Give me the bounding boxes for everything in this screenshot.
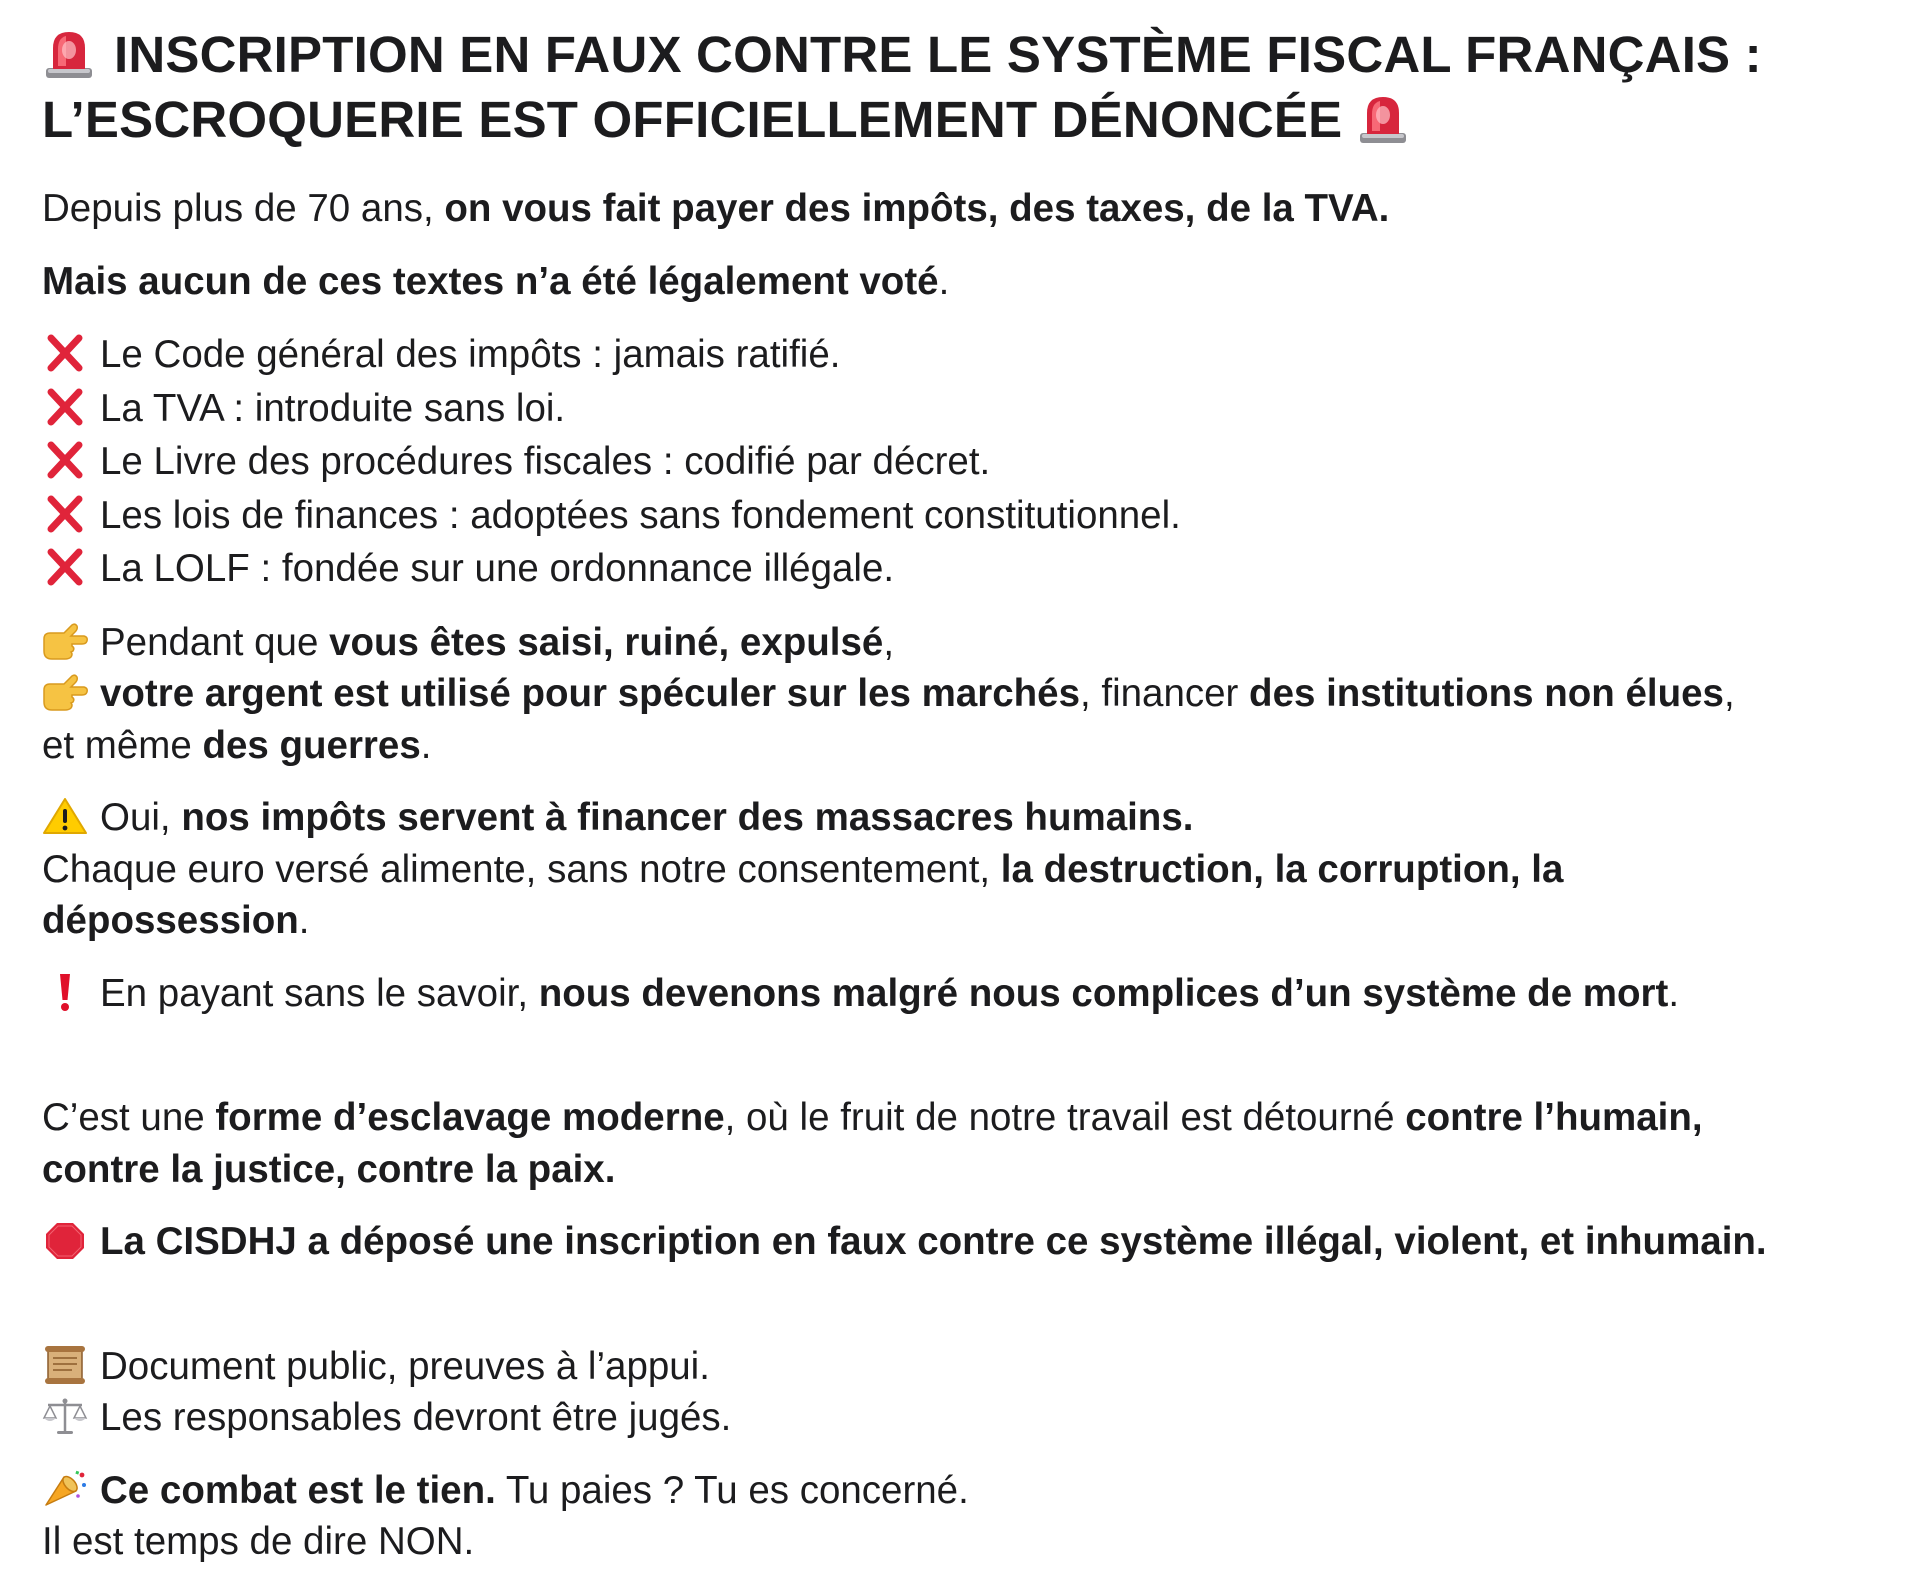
title-text-line-2: L’ESCROQUERIE EST OFFICIELLEMENT DÉNONCÉE <box>42 91 1343 148</box>
warning-text: Chaque euro versé alimente, sans notre consentement, <box>42 847 1001 891</box>
intro-paragraph-1 <box>42 183 1892 235</box>
scales-line <box>42 1392 1892 1444</box>
slavery-bold-text: forme d’esclavage moderne <box>215 1096 725 1139</box>
stop-line <box>42 1216 1892 1268</box>
cross-mark-icon <box>42 440 88 480</box>
slavery-text: C’est une <box>42 1096 216 1139</box>
stop-bold-text: La CISDHJ a déposé une inscription en faux contre ce système illégal, violent, et inhumain. <box>100 1220 1767 1263</box>
cross-mark-icon <box>42 333 88 373</box>
pointing-line-1 <box>42 617 1892 669</box>
slavery-line-2 <box>42 1144 1892 1196</box>
balance-scale-icon <box>42 1396 88 1436</box>
pointing-bold-text: vous êtes saisi, ruiné, expulsé <box>329 620 884 664</box>
scroll-text: Document public, preuves à l’appui. <box>100 1344 710 1388</box>
intro-bold-text: Mais aucun de ces textes n’a été légalement voté <box>42 259 939 303</box>
pointing-text: , <box>883 620 895 664</box>
pointing-text: . <box>420 723 432 767</box>
call-bold-text: Ce combat est le tien. <box>100 1468 496 1512</box>
warning-line-2 <box>42 844 1892 896</box>
intro-paragraph-2 <box>42 256 1892 308</box>
pointing-bold-text: des guerres <box>202 723 421 767</box>
slavery-bold-text: contre l’humain, <box>1405 1096 1703 1139</box>
list-item-text: Le Code général des impôts : jamais ratifié. <box>100 333 841 376</box>
pointing-bold-text: votre argent est utilisé pour spéculer sur les marchés <box>100 672 1080 715</box>
warning-bold-text: la destruction, la corruption, la <box>1000 847 1564 891</box>
final-line <box>42 1516 1892 1568</box>
cross-mark-icon <box>42 494 88 534</box>
list-item-text: La LOLF : fondée sur une ordonnance illégale. <box>100 547 895 590</box>
pointing-text: Pendant que <box>100 620 330 664</box>
warning-icon <box>42 796 88 836</box>
intro-bold-text: on vous fait payer des impôts, des taxes, de la TVA. <box>444 187 1390 230</box>
post-content <box>42 22 1892 1568</box>
intro-text: Depuis plus de 70 ans, <box>42 187 445 230</box>
list-item <box>42 542 1892 596</box>
pointing-line-2 <box>42 668 1892 720</box>
scroll-line <box>42 1341 1892 1393</box>
pointing-right-icon <box>42 672 88 712</box>
warning-line-1 <box>42 792 1892 844</box>
pointing-text: , financer <box>1079 672 1250 715</box>
call-text: Tu paies ? Tu es concerné. <box>495 1468 969 1512</box>
list-item <box>42 435 1892 489</box>
list-item-text: La TVA : introduite sans loi. <box>100 386 566 430</box>
list-item-text: Le Livre des procédures fiscales : codifié par décret. <box>100 440 991 483</box>
warning-text: Oui, <box>100 796 182 839</box>
pointing-line-3 <box>42 720 1892 772</box>
exclamation-text: En payant sans le savoir, <box>100 971 539 1015</box>
warning-line-3 <box>42 895 1892 947</box>
exclamation-icon <box>42 972 88 1012</box>
stop-sign-icon <box>42 1220 88 1260</box>
exclamation-text: . <box>1668 971 1680 1015</box>
slavery-bold-text: contre la justice, contre la paix. <box>42 1147 616 1191</box>
scales-text: Les responsables devront être jugés. <box>100 1396 732 1439</box>
title-line-2 <box>42 87 1892 152</box>
cross-list <box>42 328 1892 596</box>
rotating-light-icon <box>42 28 96 80</box>
warning-bold-text: dépossession <box>42 899 299 942</box>
pointing-right-icon <box>42 621 88 661</box>
call-line <box>42 1465 1892 1517</box>
post-title <box>42 22 1892 152</box>
pointing-bold-text: des institutions non élues <box>1249 672 1724 715</box>
intro-text: . <box>938 259 950 303</box>
exclamation-bold-text: nous devenons malgré nous complices d’un système de mort <box>538 971 1669 1015</box>
pointing-text: et même <box>42 723 203 767</box>
list-item <box>42 328 1892 382</box>
rotating-light-icon <box>1356 93 1410 145</box>
slavery-line-1 <box>42 1092 1892 1144</box>
pointing-text: , <box>1723 672 1735 715</box>
title-text-line-1: INSCRIPTION EN FAUX CONTRE LE SYSTÈME FISCAL FRANÇAIS : <box>114 26 1762 83</box>
list-item-text: Les lois de finances : adoptées sans fondement constitutionnel. <box>100 493 1181 537</box>
cross-mark-icon <box>42 547 88 587</box>
title-line-1 <box>42 22 1892 87</box>
warning-bold-text: nos impôts servent à financer des massacres humains. <box>181 796 1194 839</box>
warning-text: . <box>298 899 310 942</box>
list-item <box>42 489 1892 543</box>
final-text: Il est temps de dire NON. <box>42 1520 475 1563</box>
slavery-text: , où le fruit de notre travail est détourné <box>724 1096 1406 1139</box>
megaphone-icon <box>42 1469 88 1509</box>
list-item <box>42 382 1892 436</box>
exclamation-line <box>42 968 1892 1020</box>
scroll-icon <box>42 1345 88 1385</box>
cross-mark-icon <box>42 387 88 427</box>
